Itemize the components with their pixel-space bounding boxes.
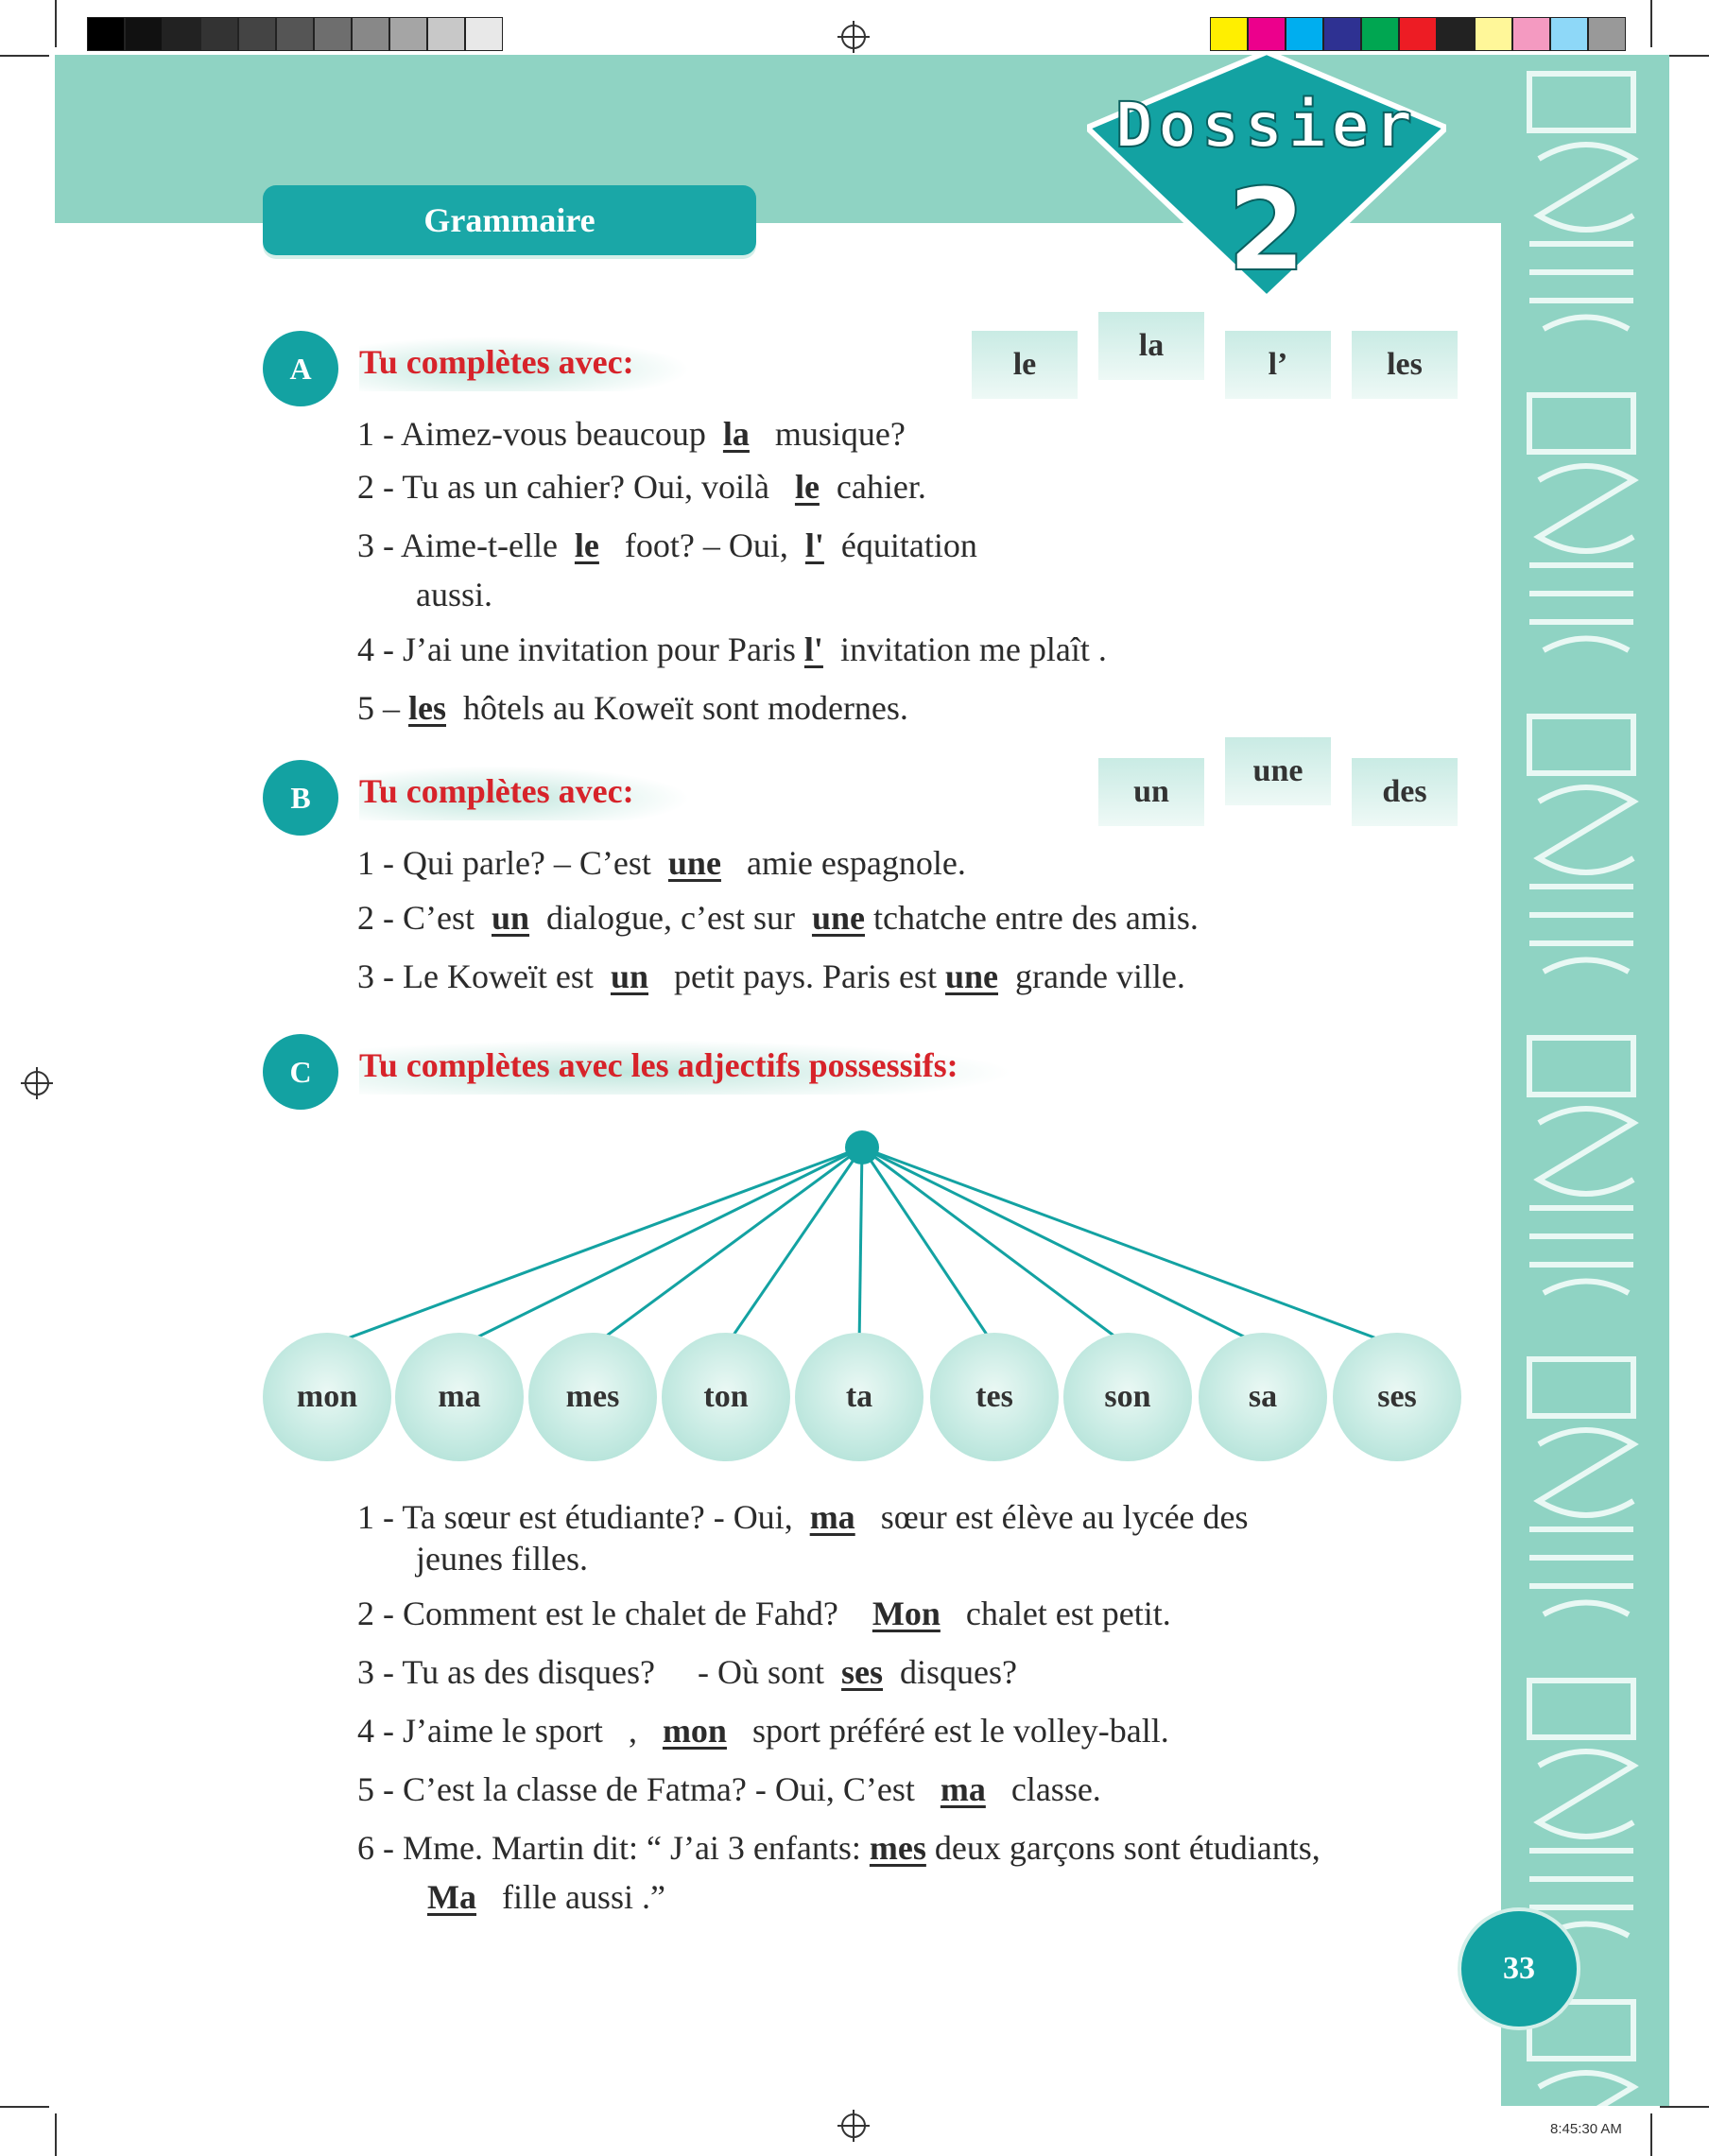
section-c-marker: C (263, 1034, 338, 1110)
section-c-title: Tu complètes avec les adjectifs possessifs: (359, 1040, 1015, 1095)
section-b-title: Tu complètes avec: (359, 766, 691, 820)
tree-root-dot (845, 1130, 879, 1164)
exercise-b-line-3: 3 - Le Koweït est un petit pays. Paris est une grande ville. (357, 957, 1185, 995)
registration-mark-icon (841, 2113, 866, 2138)
bubble-ton: ton (662, 1333, 790, 1461)
exercise-a-line-4: 4 - J’ai une invitation pour Paris l' invitation me plaît . (357, 630, 1107, 668)
possessive-tree (0, 1115, 1709, 1361)
exercise-c-line-1-cont: jeunes filles. (416, 1540, 588, 1578)
bubble-tes: tes (930, 1333, 1059, 1461)
bubble-ma: ma (395, 1333, 524, 1461)
exercise-c-line-3: 3 - Tu as des disques? - Où sont ses disques? (357, 1653, 1018, 1691)
section-label: Grammaire (263, 185, 756, 255)
print-timestamp: 8:45:30 AM (1550, 2121, 1622, 2137)
exercise-c-line-6: 6 - Mme. Martin dit: “ J’ai 3 enfants: mes deux garçons sont étudiants, (357, 1829, 1321, 1867)
section-a-title: Tu complètes avec: (359, 336, 691, 391)
dossier-badge (1087, 52, 1446, 298)
sidebar-decoration (1501, 55, 1669, 2106)
section-b-marker: B (263, 760, 338, 836)
exercise-b-line-2: 2 - C’est un dialogue, c’est sur une tchatche entre des amis. (357, 899, 1199, 937)
dossier-word: Dossier (1114, 89, 1419, 162)
exercise-c-line-2: 2 - Comment est le chalet de Fahd? Mon chalet est petit. (357, 1595, 1171, 1632)
exercise-a-line-2: 2 - Tu as un cahier? Oui, voilà le cahier. (357, 468, 926, 506)
exercise-c-line-1: 1 - Ta sœur est étudiante? - Oui, ma sœur est élève au lycée des (357, 1498, 1249, 1536)
option-la: la (1098, 312, 1204, 380)
bubble-son: son (1063, 1333, 1192, 1461)
exercise-a-line-3: 3 - Aime-t-elle le foot? – Oui, l' équitation (357, 526, 977, 564)
exercise-c-line-4: 4 - J’aime le sport , mon sport préféré est le volley-ball. (357, 1712, 1169, 1750)
registration-mark-icon (841, 25, 866, 49)
option-les: les (1352, 331, 1458, 399)
bubble-sa: sa (1199, 1333, 1327, 1461)
exercise-c-line-5: 5 - C’est la classe de Fatma? - Oui, C’est ma classe. (357, 1770, 1101, 1808)
option-le: le (972, 331, 1078, 399)
bubble-ta: ta (795, 1333, 924, 1461)
option-des: des (1352, 758, 1458, 826)
exercise-c-line-6-cont: Ma fille aussi .” (427, 1878, 665, 1916)
exercise-a-line-3-cont: aussi. (416, 576, 492, 613)
exercise-a-line-1: 1 - Aimez-vous beaucoup la musique? (357, 415, 906, 453)
bubble-mes: mes (528, 1333, 657, 1461)
dossier-number: 2 (1227, 165, 1306, 297)
option-l: l’ (1225, 331, 1331, 399)
option-un: un (1098, 758, 1204, 826)
bubble-ses: ses (1333, 1333, 1461, 1461)
section-a-marker: A (263, 331, 338, 406)
exercise-b-line-1: 1 - Qui parle? – C’est une amie espagnole. (357, 844, 966, 882)
page-number: 33 (1461, 1911, 1577, 2027)
option-une: une (1225, 737, 1331, 805)
exercise-a-line-5: 5 – les hôtels au Koweït sont modernes. (357, 689, 908, 727)
bubble-mon: mon (263, 1333, 391, 1461)
registration-mark-icon (25, 1071, 49, 1095)
